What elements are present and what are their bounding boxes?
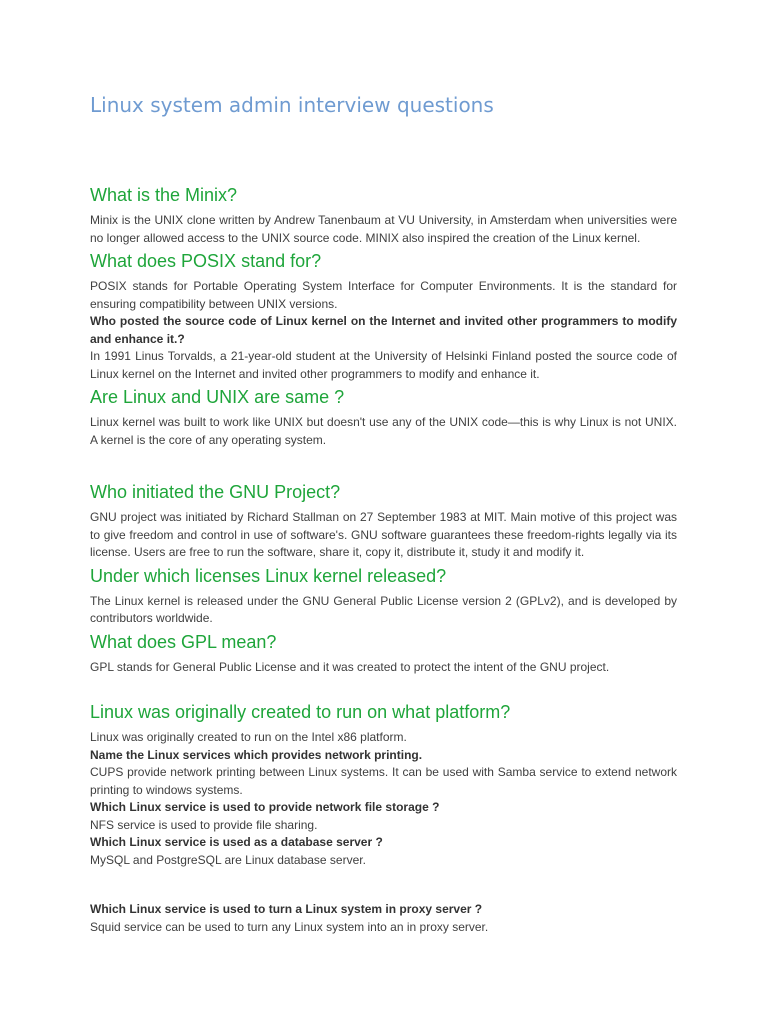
spacer [90,869,677,901]
question-file-storage: Which Linux service is used to provide network file storage ? [90,800,440,814]
heading-gpl: What does GPL mean? [90,631,277,652]
paragraph-minix: Minix is the UNIX clone written by Andrew Tanenbaum at VU University, in Amsterdam when universities were no longer allowed access to the UNIX source code. MINIX also inspired the creation of the Linux kernel. [90,213,677,245]
paragraph-platform: Linux was originally created to run on the Intel x86 platform. [90,730,407,744]
paragraph-gpl: GPL stands for General Public License and it was created to protect the intent of the GNU project. [90,659,610,674]
question-proxy-server: Which Linux service is used to turn a Linux system in proxy server ? [90,902,483,916]
question-linux-source-code: Who posted the source code of Linux kernel on the Internet and invited other programmers to modify and enhance it.? [90,314,677,346]
question-network-printing: Name the Linux services which provides network printing. [90,747,423,762]
paragraph-gnu: GNU project was initiated by Richard Stallman on 27 September 1983 at MIT. Main motive of this project was to give freedom and control in use of software's. GNU software guarantees these freedom-rights legally via its license. Users are free to run the software, share it, copy it, distribute it, study it and modify it. [90,510,677,559]
question-database-server: Which Linux service is used as a database server ? [90,835,383,849]
heading-gnu: Who initiated the GNU Project? [90,482,341,502]
heading-platform: Linux was originally created to run on what platform? [90,702,511,722]
answer-network-printing: CUPS provide network printing between Linux systems. It can be used with Samba service to extend network printing to windows systems. [90,765,677,797]
heading-minix: What is the Minix? [90,185,238,205]
document-body [90,181,677,936]
answer-database-server: MySQL and PostgreSQL are Linux database server. [90,852,366,867]
answer-file-storage: NFS service is used to provide file sharing. [90,817,318,832]
page-title: Linux system admin interview questions [90,93,494,117]
heading-licenses: Under which licenses Linux kernel released? [90,565,447,586]
spacer [90,676,677,698]
paragraph-licenses: The Linux kernel is released under the GNU General Public License version 2 (GPLv2), and is developed by contributors worldwide. [90,593,677,625]
heading-posix: What does POSIX stand for? [90,251,322,271]
answer-linux-source-code: In 1991 Linus Torvalds, a 21-year-old student at the University of Helsinki Finland posted the source code of Linux kernel on the Internet and invited other programmers to modify and enhance it. [90,349,677,381]
paragraph-posix: POSIX stands for Portable Operating System Interface for Computer Environments. It is the standard for ensuring compatibility between UNIX versions. [90,279,677,311]
spacer [90,449,677,478]
answer-proxy-server: Squid service can be used to turn any Linux system into an in proxy server. [90,919,489,934]
heading-linux-unix: Are Linux and UNIX are same ? [90,387,345,407]
paragraph-linux-unix: Linux kernel was built to work like UNIX but doesn't use any of the UNIX code—this is why Linux is not UNIX. A kernel is the core of any operating system. [90,415,677,447]
